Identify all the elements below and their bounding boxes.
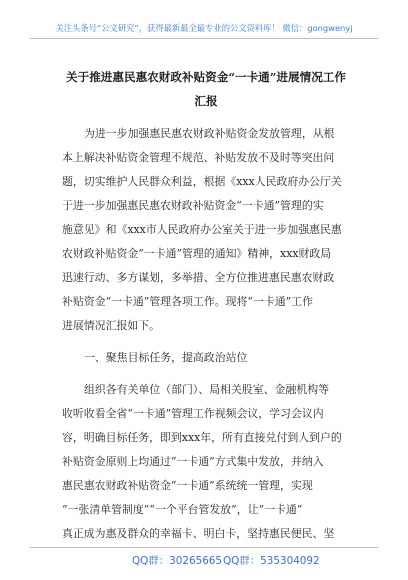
header-divider xyxy=(30,38,378,39)
body-line: 容，明确目标任务，即到xxx年，所有直接兑付到人到户的 xyxy=(62,431,342,444)
header-promo-text: 关注头条号“公文研究”，获得最新最全最专业的公文资料库！ 微信：gongwenyj xyxy=(55,23,353,33)
body-line: 组织各有关单位（部门）、局相关股室、金融机构等 xyxy=(84,383,330,396)
footer-qq-group-1: QQ群：30265665 xyxy=(132,555,223,567)
body-line: 补贴资金原则上均通过“一卡通”方式集中发放，并纳入 xyxy=(62,455,324,468)
footer-qq-group-2: QQ群：535304092 xyxy=(223,555,320,567)
document-title-line-1: 关于推进惠民惠农财政补贴资金“一卡通”进展情况工作 xyxy=(66,70,346,84)
body-line: “一张清单管制度”“一个平台管发放”，让“一卡通” xyxy=(62,503,303,516)
body-line: 本上解决补贴资金管理不规范、补贴发放不及时等突出问 xyxy=(62,151,335,164)
body-line: 农财政补贴资金“一卡通”管理的通知》精神，xxx财政局 xyxy=(62,247,332,260)
body-line: 补贴资金“一卡通”管理各项工作。现将“一卡通”工作 xyxy=(62,295,313,308)
body-line: 于进一步加强惠民惠农财政补贴资金“一卡通”管理的实 xyxy=(62,199,324,212)
footer-divider xyxy=(30,547,378,548)
body-line: 施意见》和《xxx市人民政府办公室关于进一步加强惠民惠 xyxy=(62,223,342,236)
body-line: 为进一步加强惠民惠农财政补贴资金发放管理，从根 xyxy=(84,127,335,140)
body-line: 收听收看全省“一卡通”管理工作视频会议，学习会议内 xyxy=(62,407,324,420)
document-title-line-2: 汇报 xyxy=(194,94,218,108)
body-line: 迅速行动、多方谋划，多举措、全方位推进惠民惠农财政 xyxy=(62,271,335,284)
body-line: 进展情况汇报如下。 xyxy=(62,319,161,332)
section-heading: 一、聚焦目标任务，提高政治站位 xyxy=(84,351,248,364)
body-line: 惠民惠农财政补贴资金“一卡通”系统统一管理，实现 xyxy=(62,479,313,492)
body-line: 题，切实维护人民群众利益，根据《xxx人民政府办公厅关 xyxy=(62,175,342,188)
body-line: 真正成为惠及群众的幸福卡、明白卡，坚持惠民便民、坚 xyxy=(62,527,335,540)
